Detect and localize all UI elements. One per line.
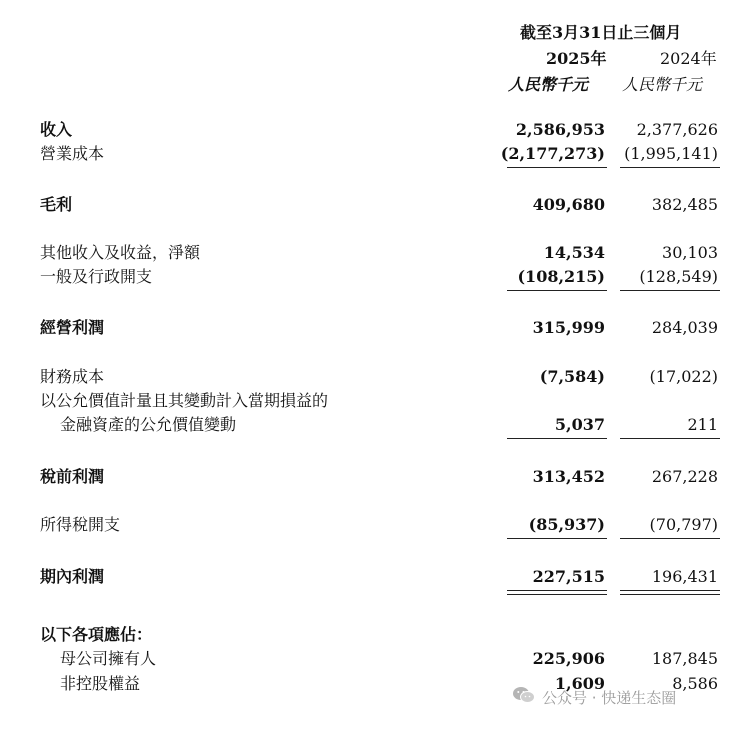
value-current: 5,037 xyxy=(554,415,605,434)
row-profit-before-tax xyxy=(40,465,730,491)
period-heading: 截至3月31日止三個月 xyxy=(520,23,682,42)
value-prior: 211 xyxy=(687,415,718,434)
row-gross-profit xyxy=(40,193,730,219)
value-current: 313,452 xyxy=(532,467,605,486)
row-label: 毛利 xyxy=(40,195,73,214)
total-double-rule-top xyxy=(507,590,607,591)
subtotal-rule xyxy=(507,290,607,291)
value-current: 2,586,953 xyxy=(515,120,605,139)
value-current: (85,937) xyxy=(528,515,605,534)
row-profit-for-period xyxy=(40,565,730,591)
value-current: 227,515 xyxy=(532,567,605,586)
row-admin-expenses xyxy=(40,265,730,291)
row-cost-of-sales xyxy=(40,142,730,168)
value-prior: (17,022) xyxy=(649,367,718,386)
row-label: 一般及行政開支 xyxy=(40,267,153,286)
subtotal-rule xyxy=(620,290,720,291)
watermark xyxy=(512,686,676,708)
row-operating-profit xyxy=(40,316,730,342)
watermark-text: 公众号 · 快递生态圈 xyxy=(542,688,677,707)
row-fvtpl-line1 xyxy=(40,389,730,415)
value-prior: 8,586 xyxy=(672,674,718,693)
unit-current: 人民幣千元 xyxy=(508,75,589,94)
value-prior: 187,845 xyxy=(651,649,718,668)
value-prior: 267,228 xyxy=(651,467,718,486)
value-current: (108,215) xyxy=(517,267,605,286)
total-double-rule-top xyxy=(620,590,720,591)
subtotal-rule xyxy=(507,438,607,439)
row-label: 非控股權益 xyxy=(60,674,141,693)
row-owners-of-parent xyxy=(40,647,730,673)
value-prior: 196,431 xyxy=(651,567,718,586)
year-current: 2025年 xyxy=(546,49,607,68)
value-prior: (70,797) xyxy=(649,515,718,534)
subtotal-rule xyxy=(507,167,607,168)
row-label: 以下各項應佔： xyxy=(40,625,153,644)
value-current: 409,680 xyxy=(532,195,605,214)
subtotal-rule xyxy=(620,438,720,439)
row-label: 期內利潤 xyxy=(40,567,105,586)
row-income-tax xyxy=(40,513,730,539)
value-current: (7,584) xyxy=(539,367,605,386)
row-label: 金融資產的公允價值變動 xyxy=(60,415,237,434)
row-attributable-heading xyxy=(40,623,730,649)
row-label: 其他收入及收益，淨額 xyxy=(40,243,201,262)
value-current: 225,906 xyxy=(532,649,605,668)
value-prior: 382,485 xyxy=(651,195,718,214)
value-current: 315,999 xyxy=(532,318,605,337)
value-prior: 284,039 xyxy=(651,318,718,337)
value-current: 1,609 xyxy=(554,674,605,693)
value-prior: (128,549) xyxy=(639,267,718,286)
row-finance-costs xyxy=(40,365,730,391)
row-other-income xyxy=(40,241,730,267)
row-label: 稅前利潤 xyxy=(40,467,105,486)
total-double-rule-bottom xyxy=(507,594,607,595)
value-current: 14,534 xyxy=(543,243,605,262)
row-label: 營業成本 xyxy=(40,144,105,163)
value-prior: 2,377,626 xyxy=(636,120,718,139)
row-revenue xyxy=(40,118,730,144)
row-label: 以公允價值計量且其變動計入當期損益的 xyxy=(40,391,329,410)
row-label: 母公司擁有人 xyxy=(60,649,157,668)
value-current: (2,177,273) xyxy=(500,144,605,163)
row-label: 財務成本 xyxy=(40,367,105,386)
row-label: 所得稅開支 xyxy=(40,515,121,534)
value-prior: (1,995,141) xyxy=(624,144,718,163)
wechat-icon xyxy=(512,686,536,708)
unit-prior: 人民幣千元 xyxy=(622,75,703,94)
total-double-rule-bottom xyxy=(620,594,720,595)
row-fvtpl-line2 xyxy=(40,413,730,439)
row-label: 收入 xyxy=(40,120,73,139)
year-prior: 2024年 xyxy=(660,49,717,68)
subtotal-rule xyxy=(620,167,720,168)
row-label: 經營利潤 xyxy=(40,318,105,337)
subtotal-rule xyxy=(620,538,720,539)
subtotal-rule xyxy=(507,538,607,539)
value-prior: 30,103 xyxy=(662,243,718,262)
